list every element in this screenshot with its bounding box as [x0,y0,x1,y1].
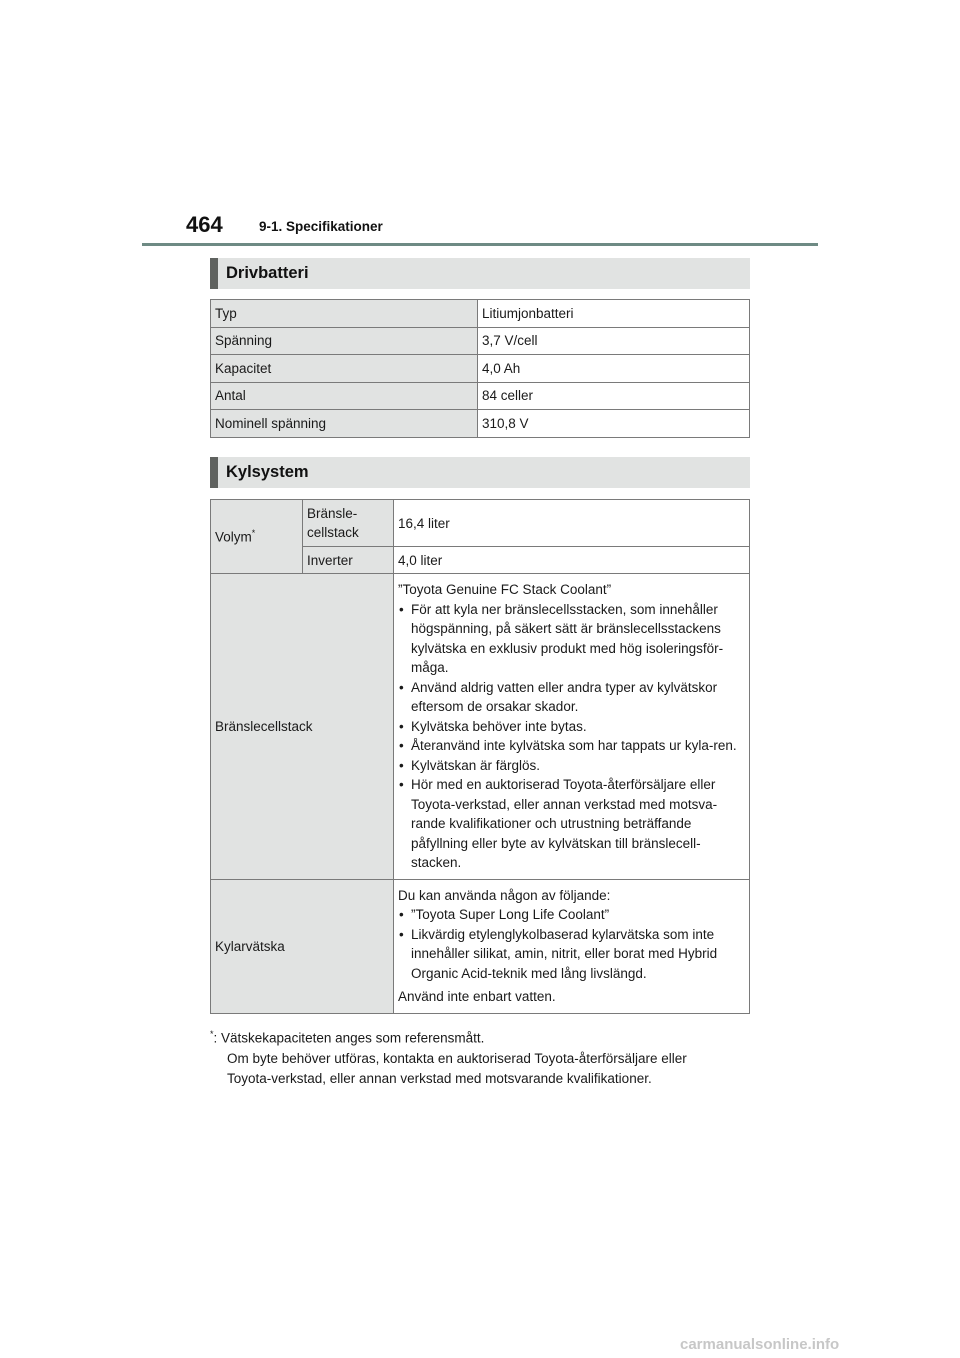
kylarvatska-label: Kylarvätska [211,879,394,1013]
row-value: Litiumjonbatteri [478,300,750,328]
table-row [211,410,750,438]
list-item: • ”Toyota Super Long Life Coolant” [398,905,745,925]
row-label: Antal [211,382,478,410]
list-item: • Hör med en auktoriserad Toyota-återförsäljare eller Toyota-verkstad, eller annan verkstad med motsva-rande kvalifikationer och utrustning beträffande påfyllning eller byte av kylvätskan till bränslecell-stacken. [398,775,745,873]
table-row [211,500,750,547]
stack-label-cell [303,500,394,547]
fuelcell-bullet-list [398,600,745,873]
chapter-title: 9-1. Specifikationer [259,219,383,234]
inverter-value: 4,0 liter [394,547,750,574]
section-heading-kylsystem: Kylsystem [210,457,750,488]
row-label: Nominell spänning [211,410,478,438]
row-value: 310,8 V [478,410,750,438]
section-heading-drivbatteri: Drivbatteri [210,258,750,289]
row-value: 4,0 Ah [478,355,750,383]
table-row [211,300,750,328]
drivbatteri-table [210,299,750,438]
list-item: • Använd aldrig vatten eller andra typer av kylvätskor eftersom de orsakar skador. [398,678,745,717]
stack-label-line2: cellstack [307,525,359,540]
list-item: • Återanvänd inte kylvätska som har tappats ur kyla-ren. [398,736,745,756]
inverter-label: Inverter [303,547,394,574]
footnote [210,1024,770,1089]
footnote-line1: : Vätskekapaciteten anges som referensmått. [213,1030,485,1046]
fuelcell-label: Bränslecellstack [211,574,394,880]
list-item: • För att kyla ner bränslecellsstacken, som innehåller högspänning, på säkert sätt är bränslecellsstackens kylvätska en exklusiv produkt med hög isoleringsför-måga. [398,600,745,678]
kylarvatska-bullet-list [398,905,745,983]
list-item: • Likvärdig etylenglykolbaserad kylarvätska som inte innehåller silikat, amin, nitrit, eller borat med Hybrid Organic Acid-teknik med lång livslängd. [398,925,745,984]
table-row [211,382,750,410]
kylsystem-table [210,499,750,1014]
row-value: 84 celler [478,382,750,410]
footnote-line3: Toyota-verkstad, eller annan verkstad med motsvarande kvalifikationer. [227,1070,652,1086]
stack-label-line1: Bränsle- [307,506,358,521]
footnote-mark: * [210,1029,214,1039]
table-row [211,574,750,880]
row-label: Spänning [211,327,478,355]
watermark: carmanualsonline.info [680,1336,840,1353]
list-item: • Kylvätska behöver inte bytas. [398,717,745,737]
fuelcell-intro: ”Toyota Genuine FC Stack Coolant” [398,582,612,597]
fuelcell-description [394,574,750,880]
kylarvatska-outro: Använd inte enbart vatten. [398,989,556,1004]
footnote-line2: Om byte behöver utföras, kontakta en auktoriserad Toyota-återförsäljare eller [227,1050,687,1066]
kylarvatska-description [394,879,750,1013]
kylarvatska-intro: Du kan använda någon av följande: [398,887,611,903]
volym-cell [211,500,303,574]
header-divider [142,243,818,246]
footnote-marker: * [251,528,256,539]
stack-value: 16,4 liter [394,500,750,547]
row-label: Typ [211,300,478,328]
table-row [211,355,750,383]
page-number: 464 [186,212,223,237]
volym-label: Volym [215,529,252,545]
row-label: Kapacitet [211,355,478,383]
row-value: 3,7 V/cell [478,327,750,355]
list-item: • Kylvätskan är färglös. [398,756,745,776]
table-row [211,327,750,355]
table-row [211,879,750,1013]
